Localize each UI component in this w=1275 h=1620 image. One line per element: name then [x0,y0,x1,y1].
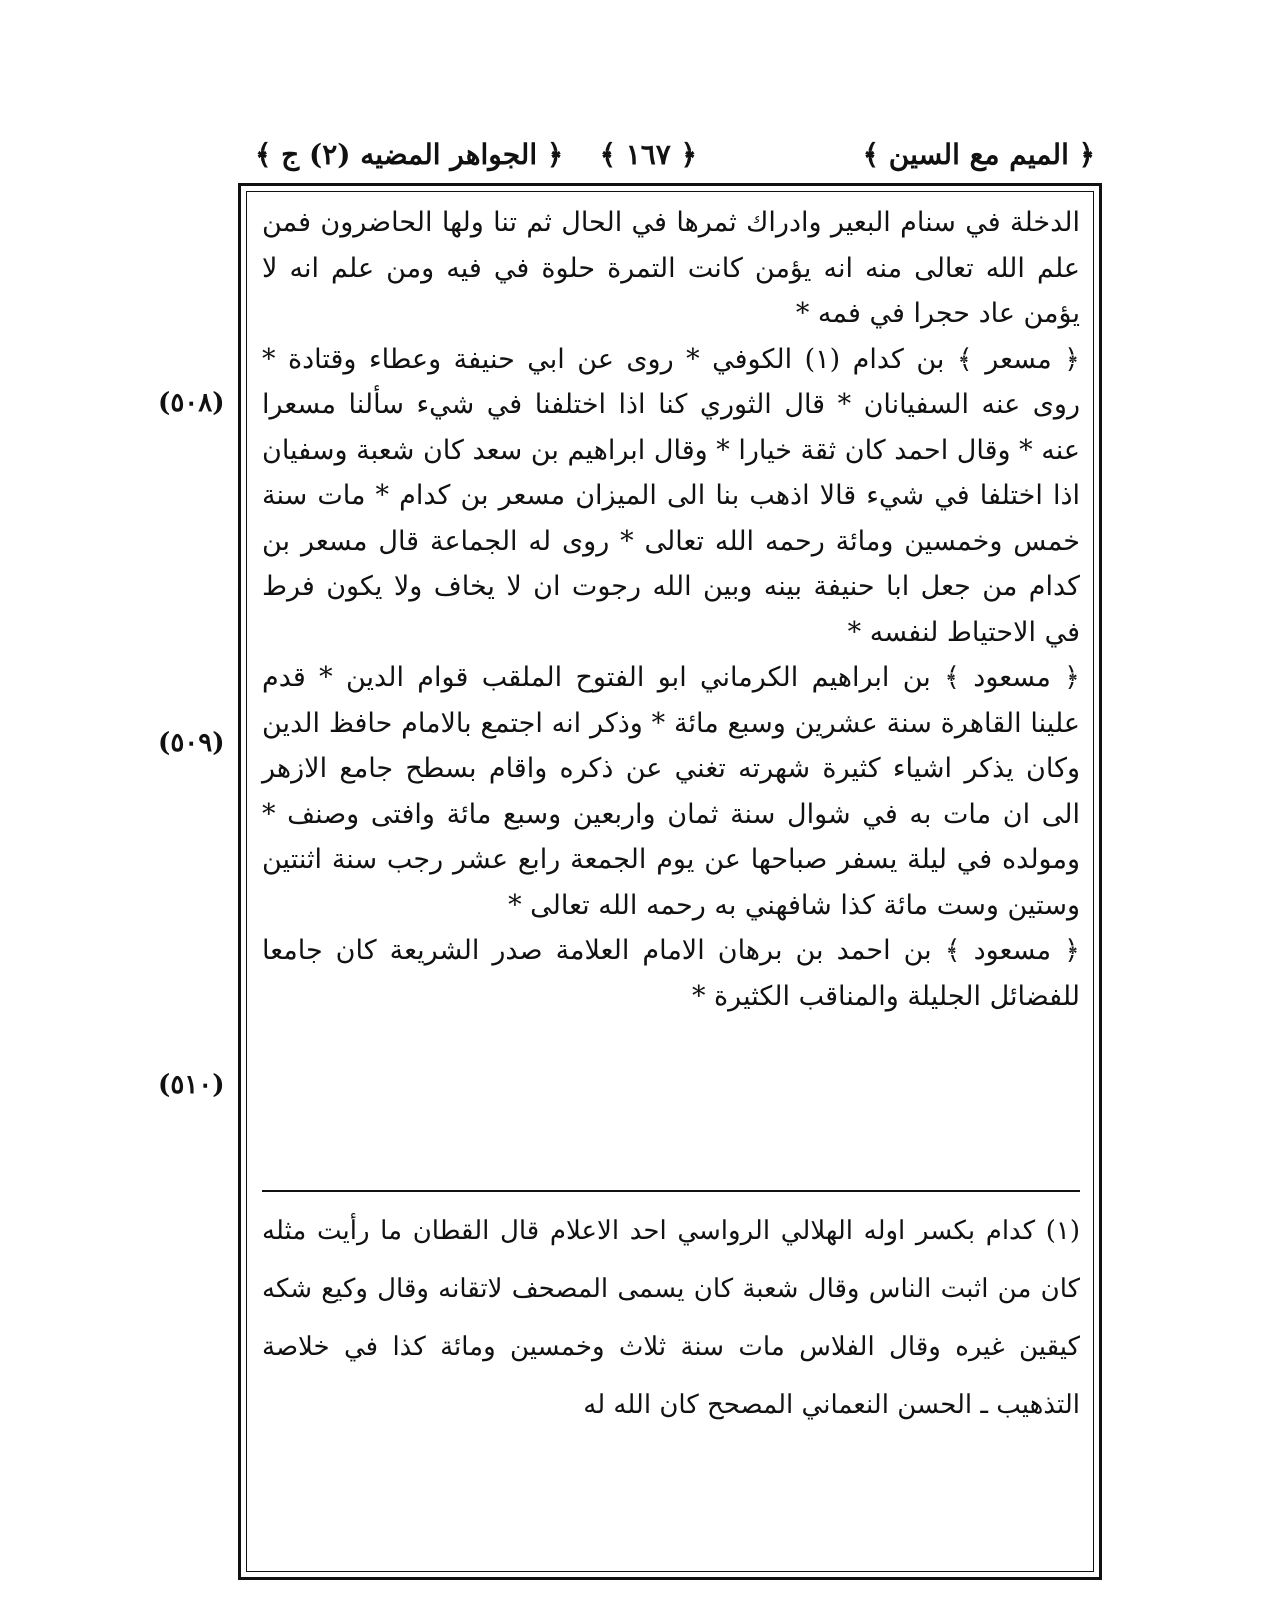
entry-masud-bin-ahmad: ﴿ مسعود ﴾ بن احمد بن برهان الامام العلامة صدر الشريعة كان جامعا للفضائل الجليلة والمناقب الكثيرة * [262,935,1080,1012]
running-header [255,132,1095,180]
entry-number-509: (٥٠٩) [158,728,225,758]
header-book-title: ﴿ الجواهر المضيه (٢) ج ﴾ [255,138,564,171]
entry-masud-bin-ibrahim: ﴿ مسعود ﴾ بن ابراهيم الكرماني ابو الفتوح الملقب قوام الدين * قدم علينا القاهرة سنة عشرين وسبع مائة * وذكر انه اجتمع بالامام حافظ الدين وكان يذكر اشياء كثيرة شهرته تغني عن ذكره واقام بسطح جامع الازهر الى ان مات به في شوال سنة ثمان واربعين وسبع مائة وافتى وصنف * ومولده في ليلة يسفر صباحها عن يوم الجمعة رابع عشر رجب سنة اثنتين وستين وست مائة كذا شافهني به رحمه الله تعالى * [262,662,1080,921]
header-page-number: ﴿ ١٦٧ ﴾ [599,138,697,171]
entry-number-510: (٥١٠) [158,1070,225,1100]
footnote-divider [262,1190,1080,1192]
entry-number-508: (٥٠٨) [158,388,225,418]
footnote [262,1202,1080,1434]
footnote-text: (١) كدام بكسر اوله الهلالي الرواسي احد الاعلام قال القطان ما رأيت مثله كان من اثبت الناس وقال شعبة كان يسمى المصحف لاتقانه وقال وكيع شكه كيقين غيره وقال الفلاس مات سنة ثلاث وخمسين ومائة كذا في خلاصة التذهيب ـ الحسن النعماني المصحح كان الله له [262,1216,1080,1420]
main-text [262,200,1080,1019]
entry-mis-ar-bin-kidam: ﴿ مسعر ﴾ بن كدام (١) الكوفي * روى عن ابي حنيفة وعطاء وقتادة * روى عنه السفيانان * قال الثوري كنا اذا اختلفنا في شيء سألنا مسعرا عنه * وقال احمد كان ثقة خيارا * وقال ابراهيم بن سعد كان شعبة وسفيان اذا اختلفا في شيء قالا اذهب بنا الى الميزان مسعر بن كدام * مات سنة خمس وخمسين ومائة رحمه الله تعالى * روى له الجماعة قال مسعر بن كدام من جعل ابا حنيفة بينه وبين الله رجوت ان لا يخاف ولا يكون فرط في الاحتياط لنفسه * [262,343,1080,648]
header-chapter-title: ﴿ الميم مع السين ﴾ [862,138,1095,171]
paragraph-continuation: الدخلة في سنام البعير وادراك ثمرها في الحال ثم تنا ولها الحاضرون فمن علم الله تعالى منه انه يؤمن كانت التمرة حلوة في فيه ومن علم انه لا يؤمن عاد حجرا في فمه * [262,207,1080,329]
